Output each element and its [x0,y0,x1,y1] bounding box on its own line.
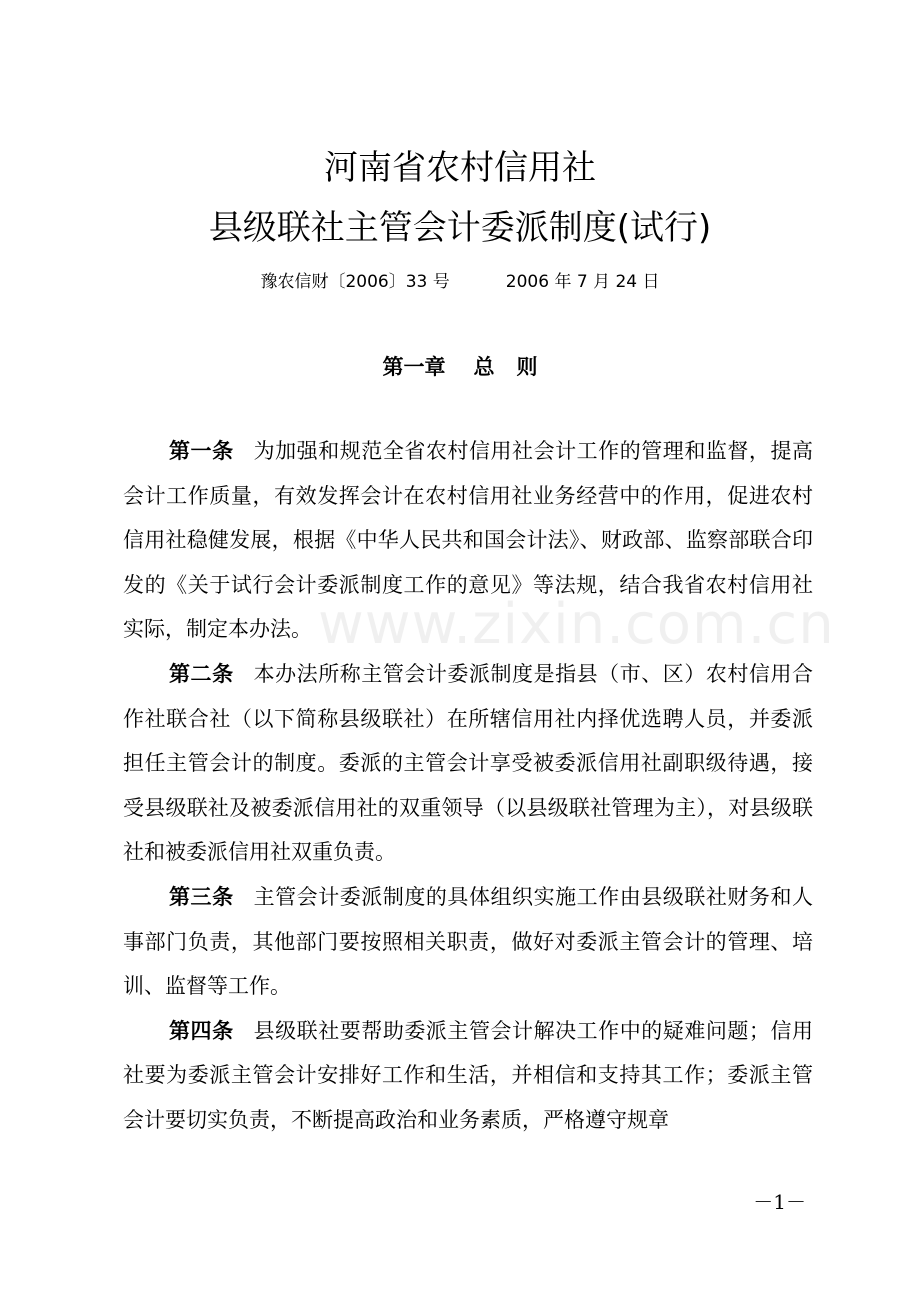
chapter-name-part-2: 则 [516,355,538,379]
document-date: 2006 年 7 月 24 日 [505,272,660,292]
chapter-name-part-1: 总 [473,355,495,379]
document-title-line-2: 县级联社主管会计委派制度(试行) [208,208,712,248]
document-reference [0,270,920,294]
article-text: 为加强和规范全省农村信用社会计工作的管理和监督，提高会计工作质量，有效发挥会计在农村信用社业务经营中的作用，促进农村信用社稳健发展，根据《中华人民共和国会计法》、财政部、监察部联合印发的《关于试行会计委派制度工作的意见》等法规，结合我省农村信用社实际，制定本办法。 [123,439,813,642]
document-title-line-1: 河南省农村信用社 [324,148,596,188]
document-number: 豫农信财〔2006〕33 号 [260,272,450,292]
article-text: 本办法所称主管会计委派制度是指县（市、区）农村信用合作社联合社（以下简称县级联社）在所辖信用社内择优选聘人员，并委派担任主管会计的制度。委派的主管会计享受被委派信用社副职级待遇，接受县级联社及被委派信用社的双重领导（以县级联社管理为主），对县级联社和被委派信用社双重负责。 [123,661,813,865]
watermark: www.zixin.com.cn [318,592,835,657]
chapter-number: 第一章 [382,355,446,379]
article-text: 主管会计委派制度的具体组织实施工作由县级联社财务和人事部门负责，其他部门要按照相关职责，做好对委派主管会计的管理、培训、监督等工作。 [123,884,813,999]
chapter-heading [0,352,920,382]
document-body [123,429,813,1143]
article-paragraph [123,1009,813,1143]
page-number: －1－ [753,1190,806,1214]
article-number: 第三条 [169,884,234,909]
article-number: 第二条 [169,661,234,686]
article-number: 第一条 [169,439,234,463]
article-paragraph [123,875,813,1009]
article-paragraph [123,429,813,652]
article-paragraph [123,652,813,875]
article-number: 第四条 [169,1018,234,1043]
article-text: 县级联社要帮助委派主管会计解决工作中的疑难问题；信用社要为委派主管会计安排好工作和生活，并相信和支持其工作；委派主管会计要切实负责，不断提高政治和业务素质，严格遵守规章 [123,1018,813,1132]
